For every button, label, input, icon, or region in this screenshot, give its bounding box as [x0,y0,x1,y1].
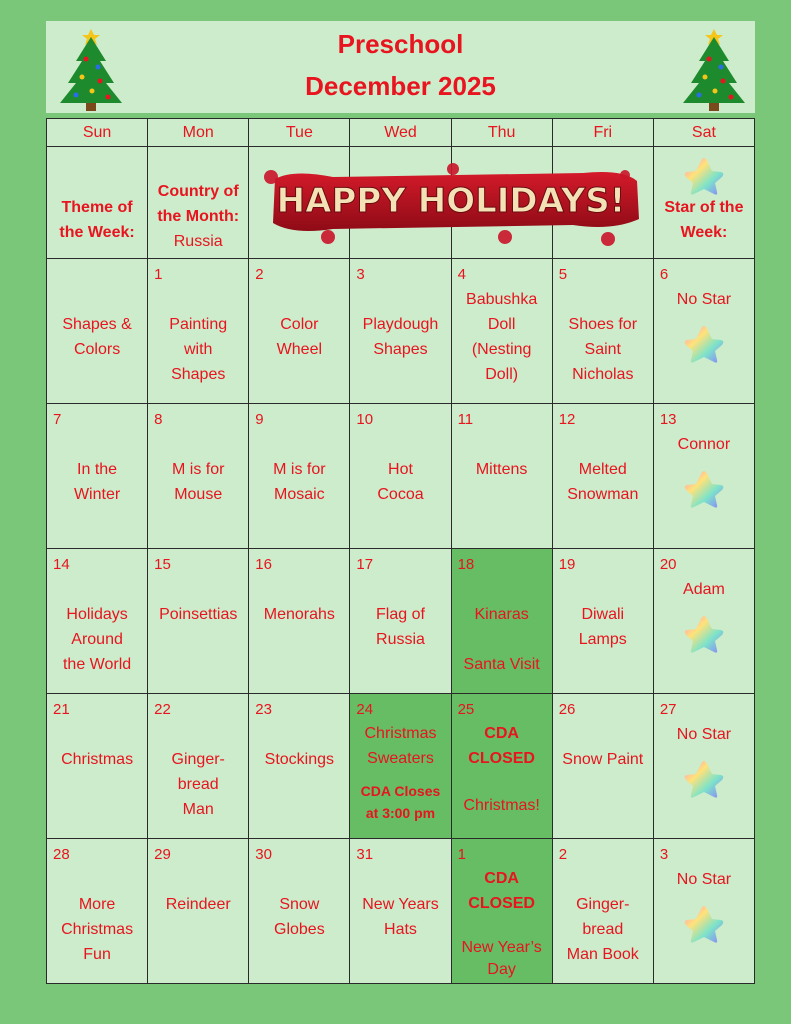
day-number: 18 [457,556,475,573]
country-cell [148,147,249,259]
day-activity [251,892,347,942]
activity-line: In the [77,461,118,478]
activity-line: Ginger- [576,896,630,913]
star-label: Week: [680,224,728,241]
day-activity [555,747,651,772]
weekday-label: Sat [653,119,754,147]
day-number: 31 [356,846,374,863]
day-activity [454,457,550,482]
day-activity [656,577,752,602]
day-number: 19 [558,556,576,573]
day-number: 5 [558,266,568,283]
day-activity [150,602,246,627]
christmas-tree-icon [679,21,749,113]
day-cell [148,839,249,984]
day-activity [454,721,550,771]
day-number: 2 [558,846,568,863]
day-cell [350,404,451,549]
day-number: 8 [154,411,163,428]
activity-line: No Star [676,291,732,308]
activity-line: Ginger- [171,751,225,768]
activity-line: Color [280,316,319,333]
day-number: 9 [255,411,264,428]
day-cell [249,694,350,839]
activity-line: Reindeer [165,896,231,913]
day-cell [47,549,148,694]
closing-note: CDA Closes at 3:00 pm [360,783,441,821]
day-cell [148,259,249,404]
day-activity [454,602,550,677]
activity-line: M is for [273,461,326,478]
activity-line: with [183,341,213,358]
day-activity [352,892,448,942]
activity-line: the World [62,656,132,673]
day-number: 12 [558,411,576,428]
day-activity [49,457,145,507]
activity-line: Fun [83,946,111,963]
activity-line: Saint [584,341,621,358]
calendar-week-row [47,549,755,694]
calendar-header [46,21,755,113]
calendar-weeks [47,259,755,984]
weekday-label: Thu [451,119,552,147]
activity-line: Adam [683,581,725,598]
day-activity [454,866,550,916]
activity-line: Mouse [174,486,223,503]
activity-line: Flag of [376,606,425,623]
activity-line: CDA [484,870,519,887]
activity-line: Russia [376,631,425,648]
day-activity [555,892,651,967]
day-cell [451,259,552,404]
activity-line: Holidays [66,606,128,623]
activity-line: (Nesting [471,341,532,358]
day-cell [552,694,653,839]
star-icon [682,613,726,657]
day-activity [150,312,246,387]
day-number: 2 [255,266,264,283]
day-number: 16 [255,556,272,573]
activity-line: Hot [388,461,413,478]
day-number: 14 [53,556,70,573]
activity-line: Kinaras [474,606,529,623]
activity-line: CLOSED [468,895,535,912]
star-icon [682,903,726,947]
day-activity [352,602,448,652]
title-month: December 2025 [305,71,496,101]
weekday-label: Fri [552,119,653,147]
weekday-label: Mon [148,119,249,147]
activity-line: No Star [676,871,732,888]
day-number: 26 [558,701,576,718]
day-activity [352,312,448,362]
activity-line: Hats [384,921,417,938]
day-activity [656,432,752,457]
day-number: 21 [53,701,70,718]
country-label: the Month: [157,208,240,225]
day-cell [653,839,754,984]
activity-line: Babushka [466,291,538,308]
happy-holidays-banner [253,155,650,251]
star-icon [682,468,726,512]
activity-line: Shoes for [568,316,638,333]
day-cell [350,259,451,404]
day-number: 7 [53,411,62,428]
day-number: 10 [356,411,374,428]
day-activity [656,867,752,892]
day-cell [653,404,754,549]
day-number: 29 [154,846,171,863]
day-cell [653,549,754,694]
activity-line: Christmas [61,751,134,768]
calendar-week-row [47,839,755,984]
activity-line: Wheel [276,341,323,358]
activity-line: Painting [169,316,228,333]
activity-line: bread [582,921,624,938]
activity-line: Around [71,631,123,648]
day-number: 25 [457,701,475,718]
activity-line: Diwali [581,606,625,623]
activity-line: M is for [171,461,225,478]
weekday-label: Wed [350,119,451,147]
activity-line: Shapes [171,366,226,383]
day-activity [49,892,145,967]
day-cell [653,259,754,404]
activity-line: Shapes [373,341,428,358]
activity-line: Stockings [264,751,335,768]
weekday-header-row [47,119,755,147]
day-cell [653,694,754,839]
day-activity [49,602,145,677]
activity-line: Man Book [566,946,639,963]
activity-line: Colors [73,341,121,358]
day-number: 6 [659,266,669,283]
activity-line: Doll) [485,366,519,383]
day-number: 11 [457,411,474,428]
activity-line: Snow Paint [562,751,644,768]
day-cell [451,694,552,839]
day-cell [148,694,249,839]
day-cell [451,549,552,694]
day-number: 4 [457,266,466,283]
calendar-week-row [47,404,755,549]
day-cell [552,259,653,404]
day-activity [454,287,550,387]
day-cell [249,549,350,694]
title-school: Preschool [337,29,464,59]
day-cell [552,549,653,694]
activity-line: Mosaic [274,486,325,503]
activity-line: Christmas [61,921,134,938]
activity-line: Christmas [364,725,437,742]
day-cell [148,549,249,694]
day-cell [552,404,653,549]
day-number: 23 [255,701,272,718]
calendar-week-row [47,259,755,404]
star-of-week-cell [653,147,754,259]
weekday-label: Tue [249,119,350,147]
star-icon [682,323,726,367]
star-label: Star of the [664,199,744,216]
day-number: 27 [659,701,677,718]
day-number: 20 [659,556,677,573]
day-number: 3 [659,846,669,863]
activity-line: Poinsettias [159,606,238,623]
day-number: 30 [255,846,272,863]
calendar-week-row [47,694,755,839]
activity-line: Lamps [578,631,627,648]
activity-line: Shapes & [62,316,132,333]
activity-line: Playdough [362,316,439,333]
day-number: 15 [154,556,171,573]
day-number: 22 [154,701,171,718]
day-activity [150,457,246,507]
activity-line [454,627,550,652]
day-activity [49,312,145,362]
day-activity [555,602,651,652]
day-cell [451,404,552,549]
day-activity [352,457,448,507]
activity-line: Melted [578,461,627,478]
day-activity [656,722,752,747]
theme-label: the Week: [59,224,135,241]
activity-line: Man [182,801,214,818]
day-activity [555,457,651,507]
day-activity [251,602,347,627]
holiday-label: Christmas! [463,797,540,814]
day-activity [150,747,246,822]
activity-line: Sweaters [367,750,434,767]
star-icon [682,758,726,802]
day-cell [47,694,148,839]
day-number: 17 [356,556,374,573]
activity-line: Nicholas [572,366,634,383]
day-cell [249,259,350,404]
day-cell [350,694,451,839]
day-number: 13 [659,411,677,428]
day-cell [350,839,451,984]
theme-label: Theme of [61,199,133,216]
activity-line: Snow [279,896,320,913]
day-cell [47,839,148,984]
day-cell [350,549,451,694]
theme-cell [47,147,148,259]
day-number: 1 [457,846,466,863]
activity-line: Doll [487,316,516,333]
day-cell [249,404,350,549]
weekday-label: Sun [47,119,148,147]
activity-line: Snowman [567,486,639,503]
day-cell [552,839,653,984]
activity-line: Winter [73,486,121,503]
day-number: 1 [154,266,163,283]
day-activity [251,747,347,772]
activity-line: Santa Visit [463,656,540,673]
day-activity [352,721,448,771]
activity-line: CLOSED [468,750,535,767]
day-cell [249,839,350,984]
day-activity [49,747,145,772]
activity-line: CDA [484,725,519,742]
day-number: 3 [356,266,365,283]
activity-line: Menorahs [263,606,335,623]
activity-line: Cocoa [377,486,424,503]
banner-text: HAPPY HOLIDAYS! [276,181,626,221]
day-number: 28 [53,846,70,863]
activity-line: Connor [677,436,731,453]
activity-line: Globes [274,921,325,938]
activity-line: Mittens [475,461,528,478]
country-value: Russia [173,233,223,250]
day-activity [555,312,651,387]
holiday-label: New Year’s Day [461,939,542,978]
activity-line: New Years [362,896,439,913]
star-icon [682,155,726,199]
day-number: 24 [356,701,374,718]
activity-line: bread [177,776,219,793]
day-cell [47,404,148,549]
day-cell [451,839,552,984]
activity-line: More [78,896,116,913]
day-activity [150,892,246,917]
day-activity [251,312,347,362]
day-cell [148,404,249,549]
activity-line: No Star [676,726,732,743]
day-activity [251,457,347,507]
country-label: Country of [157,183,239,200]
day-activity [656,287,752,312]
day-cell [47,259,148,404]
